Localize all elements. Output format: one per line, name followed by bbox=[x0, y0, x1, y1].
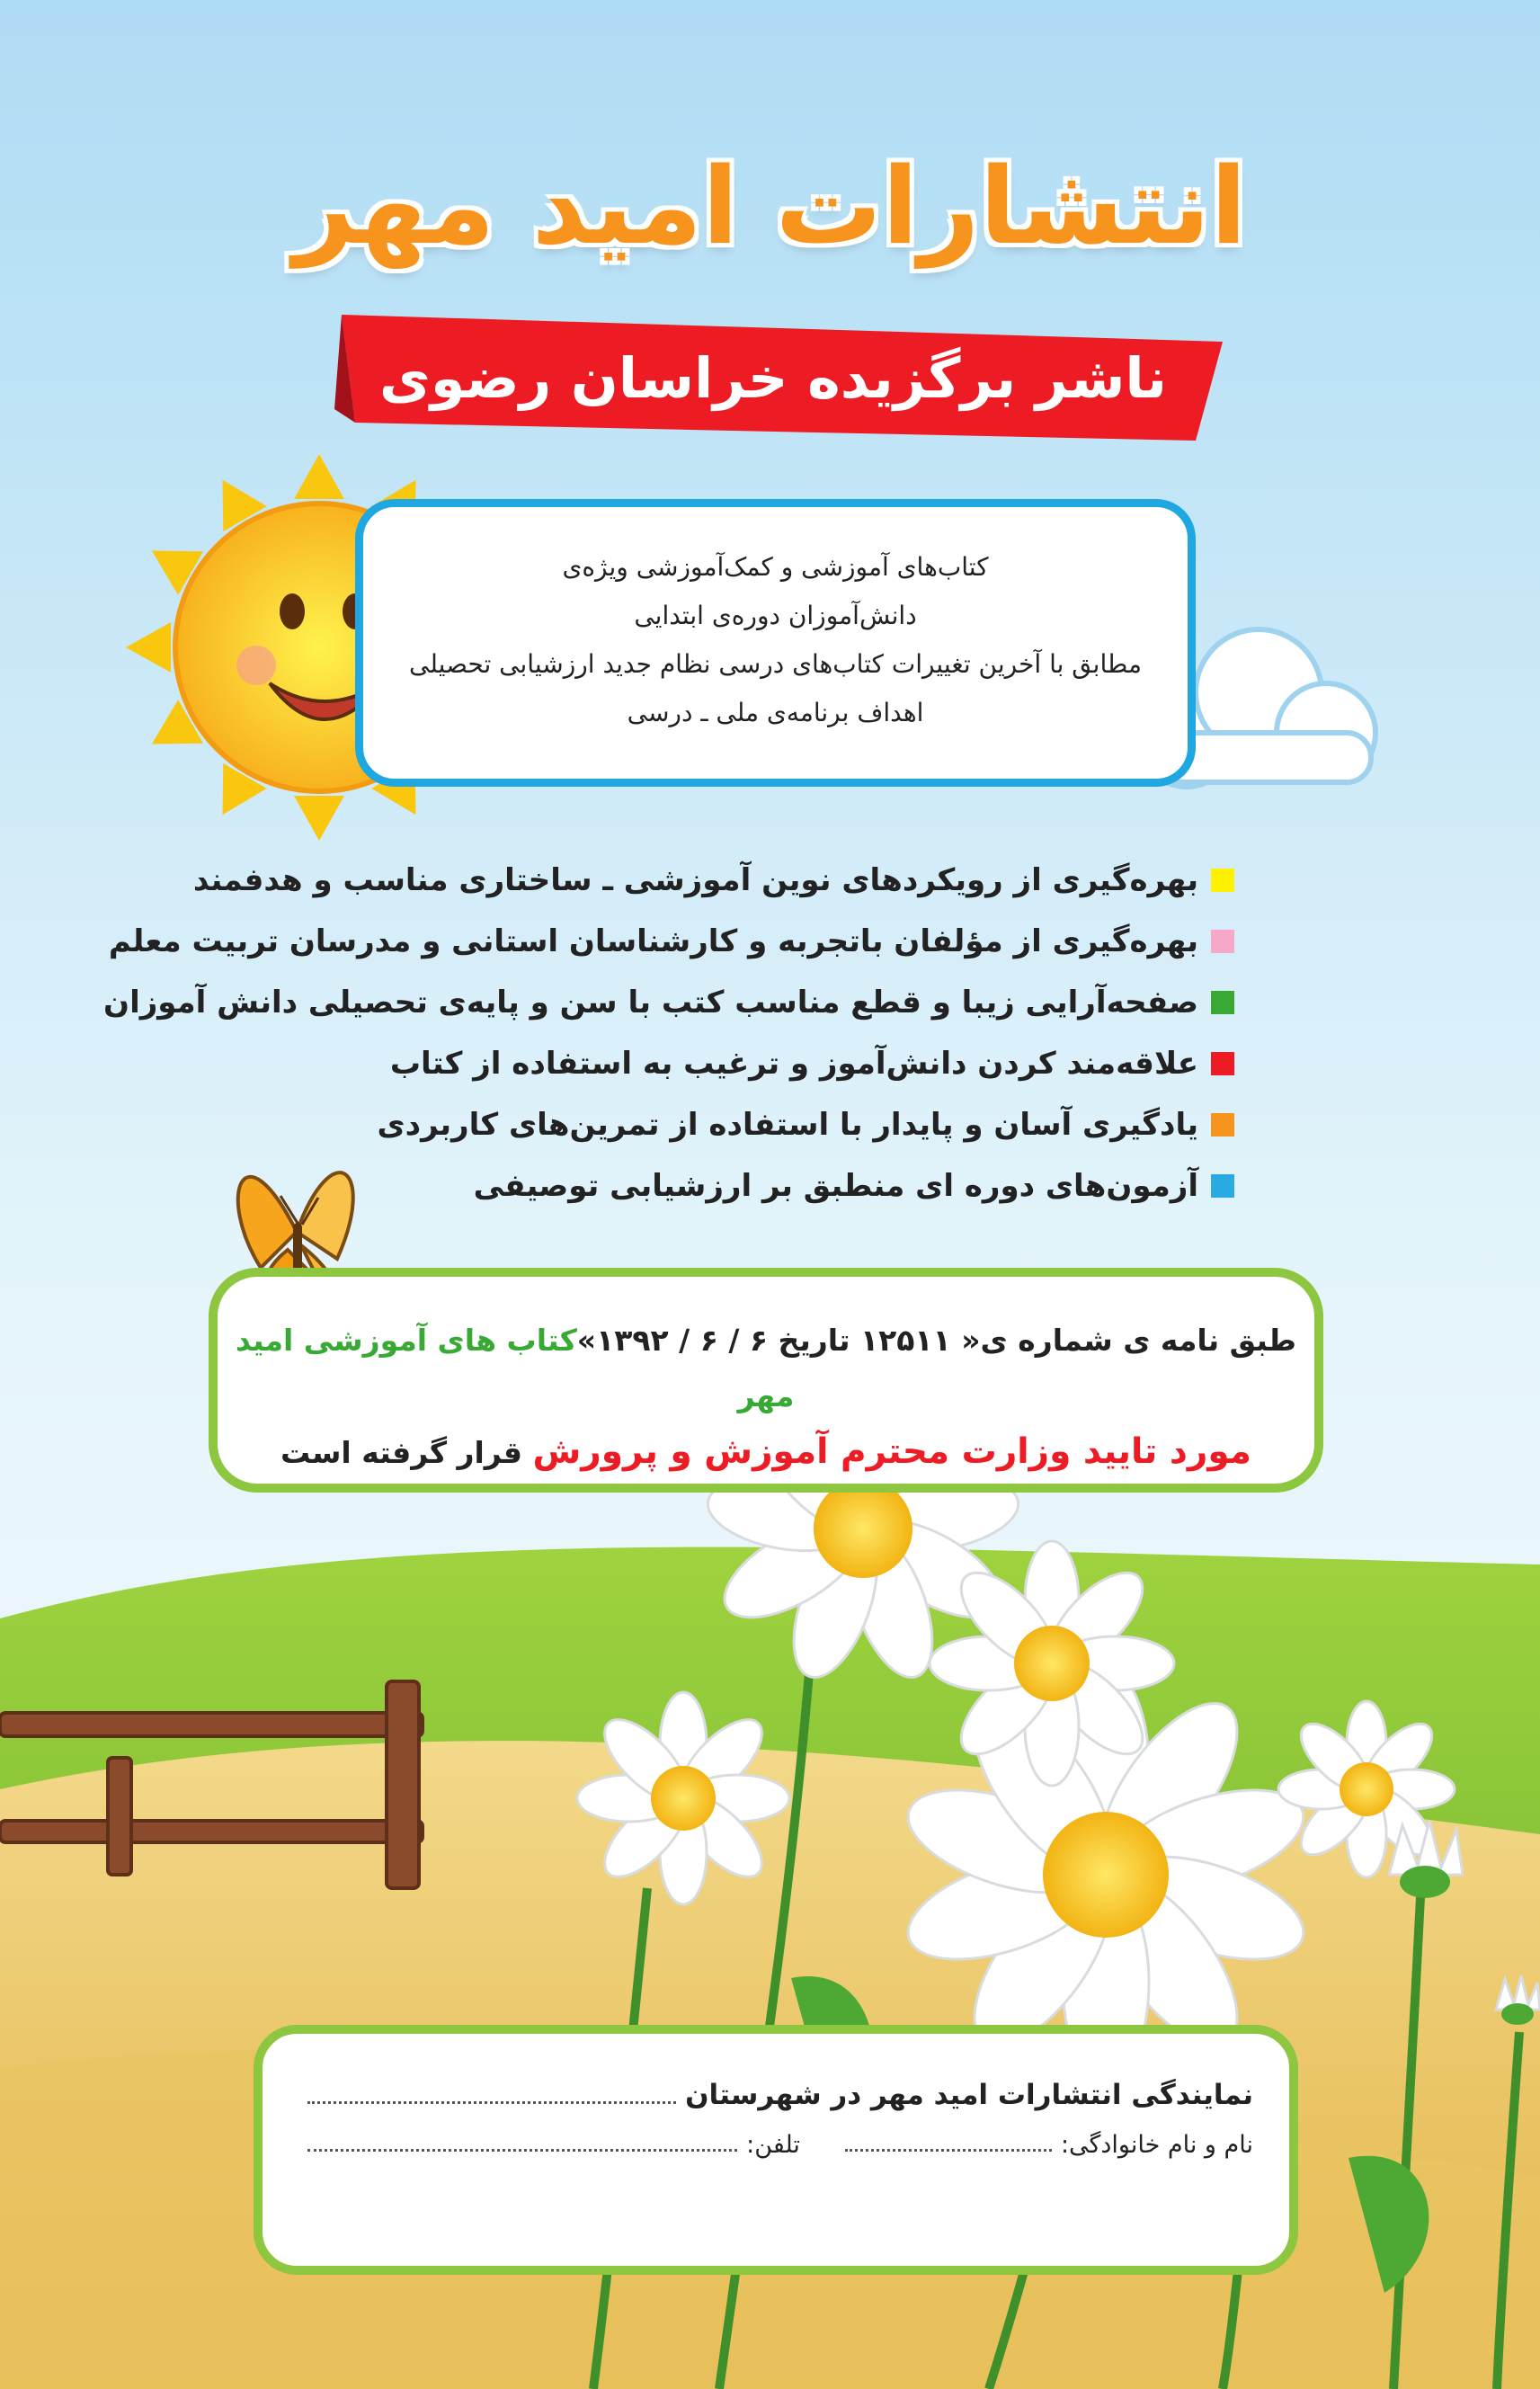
phone-field[interactable] bbox=[307, 2149, 737, 2152]
feature-text: علاقه‌مند کردن دانش‌آموز و ترغیب به استفاده از کتاب bbox=[389, 1046, 1198, 1082]
bullet-square-icon bbox=[1211, 991, 1234, 1014]
bullet-square-icon bbox=[1211, 1052, 1234, 1075]
feature-item bbox=[474, 1160, 1234, 1212]
approval-letter-ref: طبق نامه ی شماره ی« ۱۲۵۱۱ تاریخ ۶ / ۶ / ۱۳۹۲» bbox=[576, 1323, 1296, 1358]
approval-box bbox=[209, 1268, 1323, 1493]
feature-item bbox=[390, 1038, 1234, 1090]
feature-text: آزمون‌های دوره ای منطبق بر ارزشیابی توصیفی bbox=[473, 1168, 1198, 1204]
publisher-title: انتشارات امید مهر bbox=[293, 144, 1247, 268]
contact-box bbox=[254, 2025, 1298, 2275]
feature-item bbox=[377, 1099, 1234, 1151]
bullet-square-icon bbox=[1211, 869, 1234, 892]
feature-text: بهره‌گیری از مؤلفان باتجربه و کارشناسان استانی و مدرسان تربیت معلم bbox=[108, 923, 1198, 959]
approval-suffix: قرار گرفته است bbox=[280, 1435, 533, 1470]
feature-item bbox=[109, 915, 1234, 967]
ribbon-subtitle: ناشر برگزیده خراسان رضوی bbox=[379, 345, 1167, 411]
representative-label: نمایندگی انتشارات امید مهر در شهرستان bbox=[685, 2079, 1253, 2111]
representative-line bbox=[298, 2079, 1253, 2111]
intro-line: اهداف برنامه‌ی ملی ـ درسی bbox=[627, 698, 924, 727]
name-field[interactable] bbox=[845, 2149, 1052, 2152]
feature-text: یادگیری آسان و پایدار با استفاده از تمرین‌های کاربردی bbox=[377, 1107, 1198, 1143]
intro-line: دانش‌آموزان دوره‌ی ابتدایی bbox=[634, 601, 917, 630]
phone-label: تلفن: bbox=[746, 2131, 800, 2159]
intro-line: کتاب‌های آموزشی و کمک‌آموزشی ویژه‌ی bbox=[562, 552, 989, 582]
name-phone-line bbox=[298, 2131, 1253, 2159]
approval-ministry: مورد تایید وزارت محترم آموزش و پرورش bbox=[532, 1431, 1251, 1472]
intro-line: مطابق با آخرین تغییرات کتاب‌های درسی نظام جدید ارزشیابی تحصیلی bbox=[409, 649, 1142, 679]
representative-city-field[interactable] bbox=[307, 2101, 676, 2104]
approval-line-1 bbox=[218, 1313, 1314, 1424]
feature-item bbox=[103, 976, 1234, 1029]
feature-text: بهره‌گیری از رویکردهای نوین آموزشی ـ ساختاری مناسب و هدفمند bbox=[192, 862, 1198, 898]
intro-box bbox=[355, 499, 1196, 787]
approval-books-name: کتاب های آموزشی امید مهر bbox=[236, 1323, 795, 1413]
daisy-left bbox=[577, 1692, 789, 1904]
daisy-mid bbox=[930, 1541, 1174, 1786]
bullet-square-icon bbox=[1211, 1113, 1234, 1137]
bullet-square-icon bbox=[1211, 930, 1234, 953]
approval-line-2 bbox=[218, 1424, 1314, 1481]
feature-text: صفحه‌آرایی زیبا و قطع مناسب کتب با سن و پایه‌ی تحصیلی دانش آموزان bbox=[103, 985, 1198, 1021]
name-label: نام و نام خانوادگی: bbox=[1060, 2131, 1253, 2159]
bullet-square-icon bbox=[1211, 1174, 1234, 1198]
feature-item bbox=[193, 854, 1234, 906]
